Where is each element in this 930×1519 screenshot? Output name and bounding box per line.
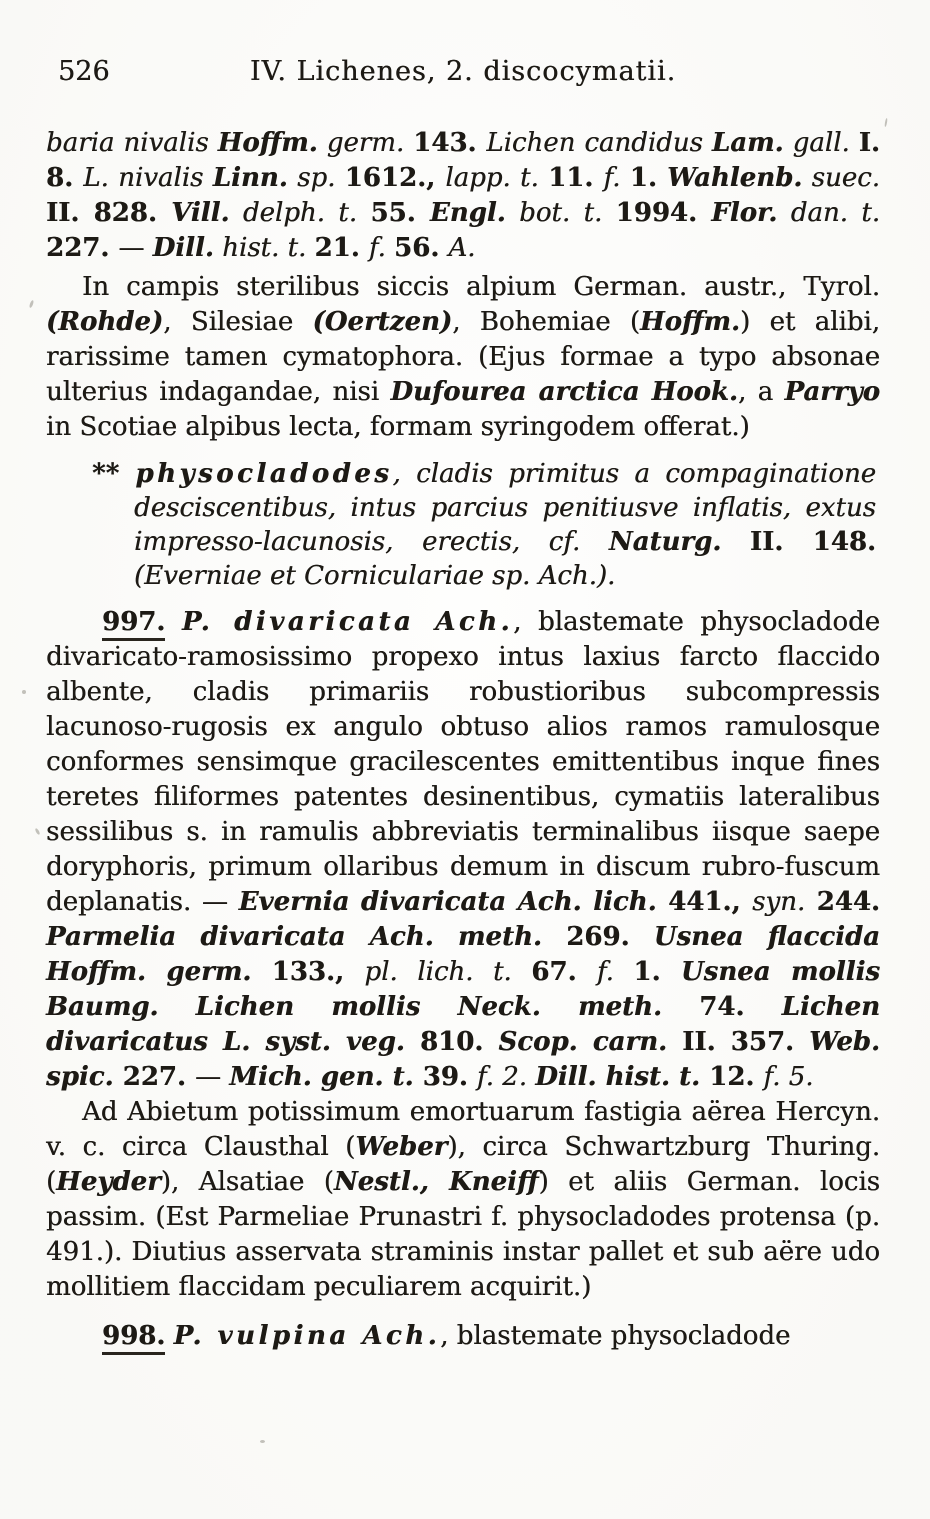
text-segment: II. 828. (46, 198, 172, 228)
text-segment: Dill. (152, 233, 214, 263)
text-segment: sp. (287, 163, 345, 193)
text-segment: 810. (404, 1027, 499, 1057)
text-segment: Nestl., Kneiff (333, 1167, 539, 1197)
habitat-997-divaricata (46, 1095, 880, 1305)
text-segment: 56. (394, 233, 449, 263)
text-segment: 227. (113, 1062, 196, 1092)
text-segment: In campis sterilibus siccis alpium German. austr., Tyrol. (82, 272, 880, 302)
text-segment: ) et alibi, rarissime tamen cymatophora. (Ejus formae a typo absonae ulterius indagandae, nisi (46, 307, 880, 407)
scan-speck (22, 690, 26, 694)
text-segment: L. nivalis (83, 163, 213, 193)
text-segment: f. (596, 957, 634, 987)
text-segment: Wahlenb. (667, 163, 803, 193)
text-segment: in Scotiae alpibus lecta, formam syringodem offerat.) (46, 412, 750, 442)
text-segment: Naturg. (608, 527, 722, 557)
text-segment: (Everniae et Corniculariae sp. Ach.). (134, 561, 616, 591)
text-segment: ), Alsatiae ( (160, 1167, 334, 1197)
text-segment: bot. t. (505, 198, 616, 228)
page-header (46, 56, 880, 96)
text-segment: delph. t. (229, 198, 371, 228)
text-segment: Heyder (56, 1167, 161, 1197)
text-segment: , cladis primitus a compaginatione desciscentibus, intus parcius penitiusve inflatis, extus impresso-lacunosis, erectis, cf. (134, 459, 876, 557)
text-segment: pl. lich. t. (364, 957, 532, 987)
text-segment: lapp. t. (445, 163, 549, 193)
species-998-vulpina (46, 1319, 880, 1354)
text-segment: , a (737, 377, 785, 407)
text-segment: 244. (805, 887, 880, 917)
text-segment: Dufourea arctica Hook. (390, 377, 738, 407)
text-segment: Usnea mollis Baumg. Lichen mollis Neck. meth. (46, 957, 880, 1022)
text-segment: P. divaricata Ach. (181, 607, 514, 637)
text-segment: Flor. (711, 198, 778, 228)
species-997-divaricata (46, 605, 880, 1095)
text-segment: II. 357. (667, 1027, 810, 1057)
text-segment: , Bohemiae ( (452, 307, 641, 337)
text-segment: f. (603, 163, 630, 193)
text-segment: ** (92, 459, 136, 489)
text-segment: 1612., (344, 163, 446, 193)
text-segment: P. vulpina Ach. (173, 1321, 441, 1351)
text-segment (721, 527, 750, 557)
text-segment: Web. spic. (46, 1027, 880, 1092)
text-segment: physocladodes (135, 459, 393, 489)
text-segment: 21. (314, 233, 369, 263)
text-segment: Mich. gen. t. (229, 1062, 414, 1092)
text-segment: I. 8. (46, 128, 880, 193)
text-segment: (Rohde) (46, 307, 164, 337)
text-segment: 74. (662, 992, 782, 1022)
text-segment: Evernia divaricata Ach. lich. (238, 887, 657, 917)
text-segment: germ. (317, 128, 414, 158)
text-segment (165, 1321, 173, 1351)
text-segment: Scop. carn. (498, 1027, 668, 1057)
text-segment: dan. t. (777, 198, 880, 228)
text-segment: 1. (633, 957, 681, 987)
text-segment: , blastemate physocladode (440, 1321, 791, 1351)
text-segment: Vill. (171, 198, 230, 228)
text-segment: 269. (541, 922, 654, 952)
subsection-physocladodes (92, 457, 876, 593)
scan-speck (29, 300, 35, 309)
synonymy-continuation (46, 126, 880, 266)
text-segment: 39. (413, 1062, 477, 1092)
text-segment: ), circa Schwartzburg Thuring. ( (46, 1132, 880, 1197)
scan-speck (884, 118, 888, 127)
text-segment: 55. (370, 198, 430, 228)
text-segment: , blastemate physocladode divaricato-ramosissimo propexo intus laxius farcto flaccido albente, cladis primariis robustioribus subcompressis lacunoso-rugosis ex angulo obtuso alios ramos ramulosque conformes sensimque gracilescentes emittentibus inque fines teretes filiformes patentes desinentibus, cymatiis lateralibus sessilibus s. in ramulis abbreviatis terminalibus iisque saepe doryphoris, primum ollaribus demum in discum rubro-fuscum deplanatis. — (46, 607, 880, 917)
text-segment: 441., (656, 887, 753, 917)
text-segment: gall. (783, 128, 859, 158)
text-segment: — (118, 233, 153, 263)
text-segment: 11. (548, 163, 604, 193)
text-segment: f. 5. (763, 1062, 814, 1092)
text-segment: 227. (46, 233, 119, 263)
text-segment: Hoffm. (640, 307, 740, 337)
text-segment: Lichen candidus (486, 128, 712, 158)
text-segment: 133., (251, 957, 365, 987)
scan-speck (34, 828, 40, 836)
text-segment: Lam. (711, 128, 784, 158)
text-segment: , Silesiae (163, 307, 313, 337)
text-segment: A. (448, 233, 476, 263)
text-segment: f. 2. (476, 1062, 536, 1092)
text-segment: — (195, 1062, 230, 1092)
text-segment: 997. (102, 607, 165, 641)
text-segment: Usnea flaccida Hoffm. germ. (46, 922, 880, 987)
text-segment: 1. (629, 163, 668, 193)
text-segment: baria nivalis (46, 128, 218, 158)
text-segment (165, 607, 182, 637)
text-body (46, 126, 880, 1354)
running-title: IV. Lichenes, 2. discocymatii. (249, 56, 677, 87)
scan-speck (260, 1440, 265, 1443)
text-segment: Hoffm. (217, 128, 318, 158)
text-segment: 998. (102, 1321, 165, 1355)
text-segment: II. 148. (749, 527, 876, 557)
habitat-note-candida (46, 270, 880, 445)
text-segment: suec. (802, 163, 880, 193)
text-segment: ) et aliis German. locis passim. (Est Parmeliae Prunastri f. physocladodes protensa (p. 491.). Diutius asservata straminis instar pallet et sub aëre udo mollitiem flaccidam peculiarem acquirit.) (46, 1167, 881, 1302)
text-segment: Engl. (429, 198, 506, 228)
text-segment: 12. (700, 1062, 764, 1092)
text-segment: Weber (355, 1132, 448, 1162)
text-segment: 1994. (615, 198, 712, 228)
text-segment: 67. (531, 957, 597, 987)
text-segment: Dill. hist. t. (535, 1062, 701, 1092)
text-segment: Ad Abietum potissimum emortuarum fastigia aërea Hercyn. v. c. circa Clausthal ( (46, 1097, 880, 1162)
text-segment: Linn. (212, 163, 288, 193)
text-segment: syn. (752, 887, 806, 917)
page-number: 526 (58, 56, 110, 87)
text-segment: Parryo (784, 377, 881, 407)
text-segment: 143. (413, 128, 487, 158)
text-segment: Parmelia divaricata Ach. meth. (46, 922, 542, 952)
text-segment: hist. t. (213, 233, 315, 263)
text-segment: f. (368, 233, 395, 263)
text-segment: (Oertzen) (312, 307, 453, 337)
text-segment: Lichen divaricatus L. syst. veg. (46, 992, 880, 1057)
